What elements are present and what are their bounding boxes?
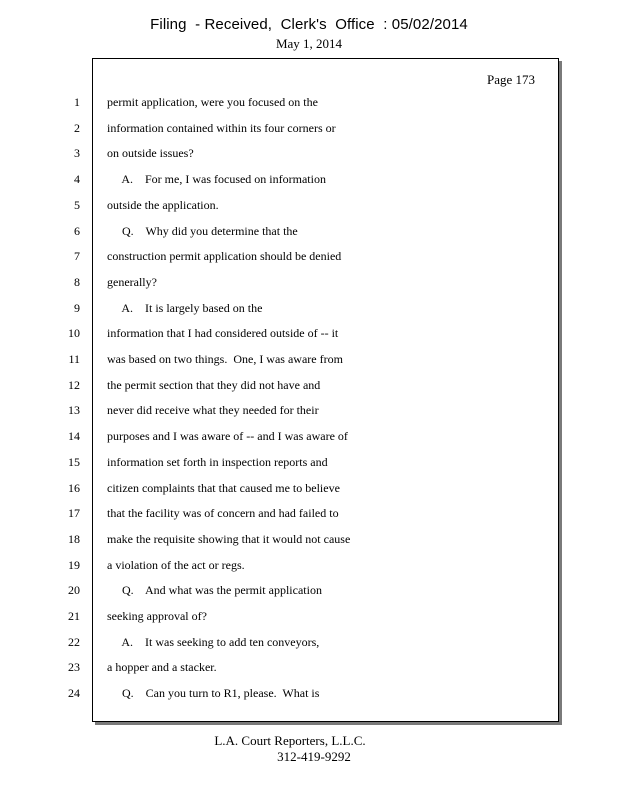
line-number: 24 — [68, 686, 80, 700]
line-number: 13 — [68, 403, 80, 417]
line-number: 15 — [68, 455, 80, 469]
line-number: 7 — [74, 249, 80, 263]
line-text: on outside issues? — [107, 146, 194, 160]
line-number: 18 — [68, 532, 80, 546]
line-text: make the requisite showing that it would not cause — [107, 532, 351, 546]
line-number: 3 — [74, 146, 80, 160]
line-number: 2 — [74, 121, 80, 135]
line-number: 20 — [68, 583, 80, 597]
line-number: 4 — [74, 172, 80, 186]
line-text: permit application, were you focused on the — [107, 95, 318, 109]
line-number: 12 — [68, 378, 80, 392]
line-number: 6 — [74, 224, 80, 238]
line-number: 5 — [74, 198, 80, 212]
line-text: information set forth in inspection reports and — [107, 455, 328, 469]
line-number: 22 — [68, 635, 80, 649]
line-number: 11 — [68, 352, 80, 366]
line-number: 14 — [68, 429, 80, 443]
line-text: information contained within its four corners or — [107, 121, 336, 135]
line-number: 21 — [68, 609, 80, 623]
line-number: 23 — [68, 660, 80, 674]
filing-stamp: Filing - Received, Clerk's Office : 05/02/2014 — [150, 16, 468, 33]
line-text: a violation of the act or regs. — [107, 558, 245, 572]
line-text: purposes and I was aware of -- and I was aware of — [107, 429, 348, 443]
line-text: the permit section that they did not have and — [107, 378, 321, 392]
line-number: 10 — [68, 326, 80, 340]
line-number: 1 — [74, 95, 80, 109]
line-number: 9 — [74, 301, 80, 315]
line-text: never did receive what they needed for their — [107, 403, 319, 417]
line-text: information that I had considered outside of -- it — [107, 326, 339, 340]
line-number: 19 — [68, 558, 80, 572]
line-text: seeking approval of? — [107, 609, 207, 623]
line-text: A. It is largely based on the — [107, 301, 263, 315]
line-text: A. For me, I was focused on information — [107, 172, 326, 186]
line-number: 17 — [68, 506, 80, 520]
line-text: Q. Why did you determine that the — [107, 224, 298, 238]
line-text: citizen complaints that that caused me to believe — [107, 481, 340, 495]
footer-company: L.A. Court Reporters, L.L.C. — [214, 733, 366, 748]
line-number: 8 — [74, 275, 80, 289]
transcript-date: May 1, 2014 — [275, 36, 343, 51]
line-text: A. It was seeking to add ten conveyors, — [107, 635, 320, 649]
line-text: a hopper and a stacker. — [107, 660, 217, 674]
line-text: was based on two things. One, I was aware from — [107, 352, 343, 366]
line-text: construction permit application should be denied — [107, 249, 342, 263]
line-number: 16 — [68, 481, 80, 495]
line-text: generally? — [107, 275, 157, 289]
line-text: Q. And what was the permit application — [107, 583, 322, 597]
line-text: Q. Can you turn to R1, please. What is — [107, 686, 320, 700]
page-number: Page 173 — [487, 72, 536, 87]
footer-phone: 312-419-9292 — [277, 749, 351, 764]
line-text: outside the application. — [107, 198, 219, 212]
line-text: that the facility was of concern and had failed to — [107, 506, 339, 520]
